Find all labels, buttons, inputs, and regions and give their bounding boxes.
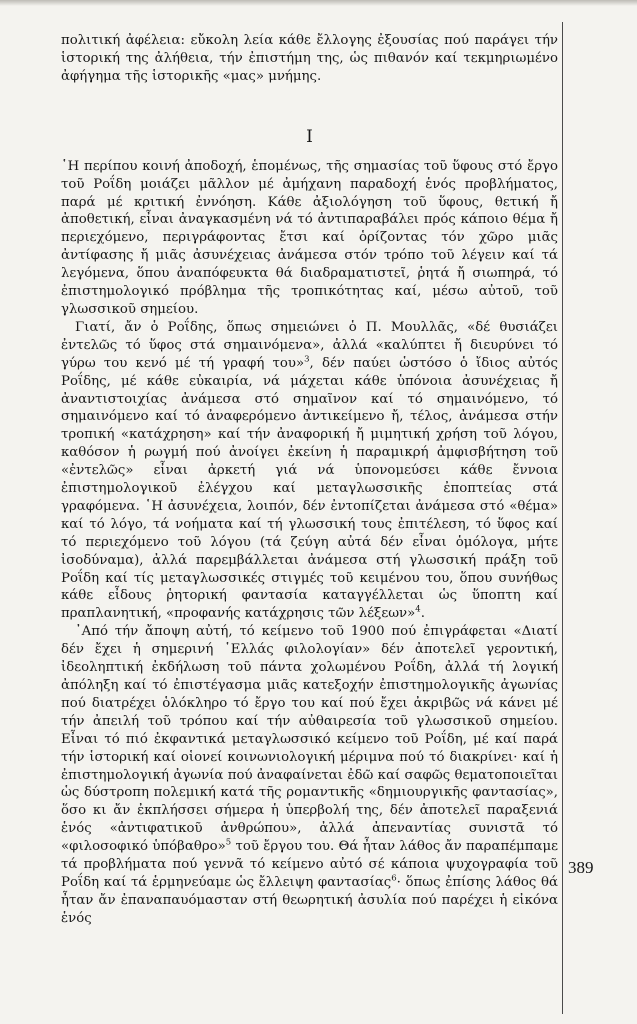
paragraph-1	[61, 158, 558, 319]
margin-rule-line	[562, 22, 563, 1014]
text-run: ῾Η περίπου κοινή ἀποδοχή, ἑπομένως, τῆς σημασίας τοῦ ὕφους στό ἔργο τοῦ Ροΐδη μοιάζει μᾶλλον μέ ἀμήχανη παραδοχή ἑνός προβλήματος, παρά μέ κριτική ἐννόηση. Κάθε ἀξιολόγηση τοῦ ὕφους, θετική ἤ ἀποθετική, εἶναι ἀναγκασμένη νά τό ἀντιπαραβάλει πρός κάποιο θέμα ἤ περιεχόμενο, περιγράφοντας ἔτσι καί ὁρίζοντας τόν χῶρο μιᾶς ἀντίφασης ἤ μιᾶς ἀσυνέχειας ἀνάμεσα στόν τρόπο τοῦ λέγειν καί τά λεγόμενα, ὅπου ἀναπόφευκτα θά διαδραματιστεῖ, ῥητά ἤ σιωπηρά, τό ἐπιστημολογικό πρόβλημα τῆς τροπικότητας καί, μέσω αὐτοῦ, τοῦ γλωσσικοῦ σημείου.	[61, 158, 558, 317]
paragraph-2	[61, 319, 558, 623]
text-run: Γιατί, ἄν ὁ Ροΐδης, ὅπως σημειώνει ὁ Π. Μουλλᾶς, «δέ θυσιάζει ἐντελῶς τό ὕφος στά σημαινόμενα», ἀλλά «καλύπτει ἤ διευρύνει τό γύρω του κενό μέ τή γραφή του»	[61, 319, 558, 371]
section-numeral: I	[306, 126, 313, 147]
text-run: , δέν παύει ὡστόσο ὁ ἴδιος αὐτός Ροΐδης, μέ κάθε εὐκαιρία, νά μάχεται κάθε ὑπόνοια ἀσυνέχειας ἤ ἀναντιστοιχίας ἀνάμεσα στό σημαῖνον καί τό σημαινόμενο, τό σημαινόμενο καί τό ἀναφερόμενο ἀντικείμενο ἤ, τέλος, ἀνάμεσα στήν τροπική «κατάχρηση» καί τήν ἀναφορική ἤ μιμητική χρήση τοῦ λόγου, καθόσον ἡ ρωγμή πού ἀνοίγει ἐκείνη ἡ παραμικρή ἀμφισβήτηση τοῦ «ἐντελῶς» εἶναι ἀρκετή γιά νά ὑπονομεύσει κάθε ἔννοια ἐπιστημολογικοῦ ἐλέγχου καί μεταγλωσσικῆς ἐποπτείας στά γραφόμενα. ῾Η ἀσυνέχεια, λοιπόν, δέν ἐντοπίζεται ἀνάμεσα στό «θέμα» καί τό λόγο, τά νοήματα καί τή γλωσσική τους ἐπιτέλεση, τό ὕφος καί τό περιεχόμενο τοῦ λόγου (τά ζεύγη αὐτά δέν εἶναι ὁμόλογα, μήτε ἰσοδύναμα), ἀλλά παρεμβάλλεται ἀνάμεσα στή γλωσσική πράξη τοῦ Ροΐδη καί τίς μεταγλωσσικές στιγμές τοῦ κειμένου του, ὅπου συνήθως κάθε εἶδους ῥητορική φαντασία καταγγέλλεται ὡς ὕποπτη καί πραπλανητική, «προφανής κατάχρησις τῶν λέξεων»	[61, 355, 558, 622]
footnote-marker: 5	[225, 837, 232, 848]
paragraph-3	[61, 623, 558, 927]
text-run: πολιτική ἀφέλεια: εὔκολη λεία κάθε ἔλλογης ἐξουσίας πού παράγει τήν ἱστορική της ἀλήθεια, τήν ἐπιστήμη της, ὡς πιθανόν καί τεκμηριωμένο ἀφήγημα τῆς ἱστορικῆς «μας» μνήμης.	[61, 33, 558, 84]
book-page-text	[61, 32, 558, 928]
text-run: · ὅπως ἐπίσης λάθος θά ἦταν ἄν ἐπαναπαυόμασταν στή θεωρητική ἀσυλία πού παρέχει ἡ εἰκόνα ἑνός	[61, 874, 558, 926]
page-top-shadow	[0, 0, 637, 6]
text-run: ᾿Από τήν ἄποψη αὐτή, τό κείμενο τοῦ 1900 πού ἐπιγράφεται «Διατί δέν ἔχει ἡ σημερινή ῾Ελλάς φιλολογίαν» δέν ἀποτελεῖ γεροντική, ἰδεοληπτική ἐκδήλωση τοῦ πάντα χολωμένου Ροΐδη, ἀλλά τή λογική ἀπόληξη καί τό ἐπιστέγασμα μιᾶς κατεξοχήν ἐπιστημολογικῆς ἀγωνίας πού διατρέχει ὁλόκληρο τό ἔργο του καί πού ἔχει ἀκριβῶς νά κάνει μέ τήν ἀπειλή τοῦ τρόπου καί τήν αὐθαιρεσία τοῦ γλωσσικοῦ σημείου. Εἶναι τό πιό ἐκφαντικά μεταγλωσσικό κείμενο τοῦ Ροΐδη, μέ καί παρά τήν ἱστορική καί οἱονεί κοινωνιολογική μέριμνα πού τό διακρίνει· καί ἡ ἐπιστημολογική ἀγωνία πού ἀναφαίνεται ἐδῶ καί σαφῶς θεματοποιεῖται ὡς δύστροπη πολεμική κατά τῆς ρομαντικῆς «δημιουργικῆς φαντασίας», ὅσο κι ἄν ἐκπλήσσει σήμερα ἡ ὑπερβολή της, δέν ἀποτελεῖ παραξενιά ἑνός «ἀντιφατικοῦ ἀνθρώπου», ἀλλά ἀπεναντίας συνιστᾶ τό «φιλοσοφικό ὑπόβαθρο»	[61, 624, 558, 855]
paragraph-continuation	[61, 32, 558, 86]
footnote-marker: 6	[391, 873, 397, 884]
text-run: .	[420, 606, 425, 622]
footnote-marker: 4	[415, 604, 421, 615]
text-run: τοῦ ἔργου του. Θά ἦταν λάθος ἄν παραπέμπαμε τά προβλήματα πού γεννᾶ τό κείμενο αὐτό σέ κάποια ψυχογραφία τοῦ Ροΐδη καί τά ἑρμηνεύαμε ὡς ἔλλειψη φαντασίας	[61, 839, 558, 890]
footnote-marker: 3	[304, 354, 310, 365]
page-number: 389	[568, 858, 594, 877]
